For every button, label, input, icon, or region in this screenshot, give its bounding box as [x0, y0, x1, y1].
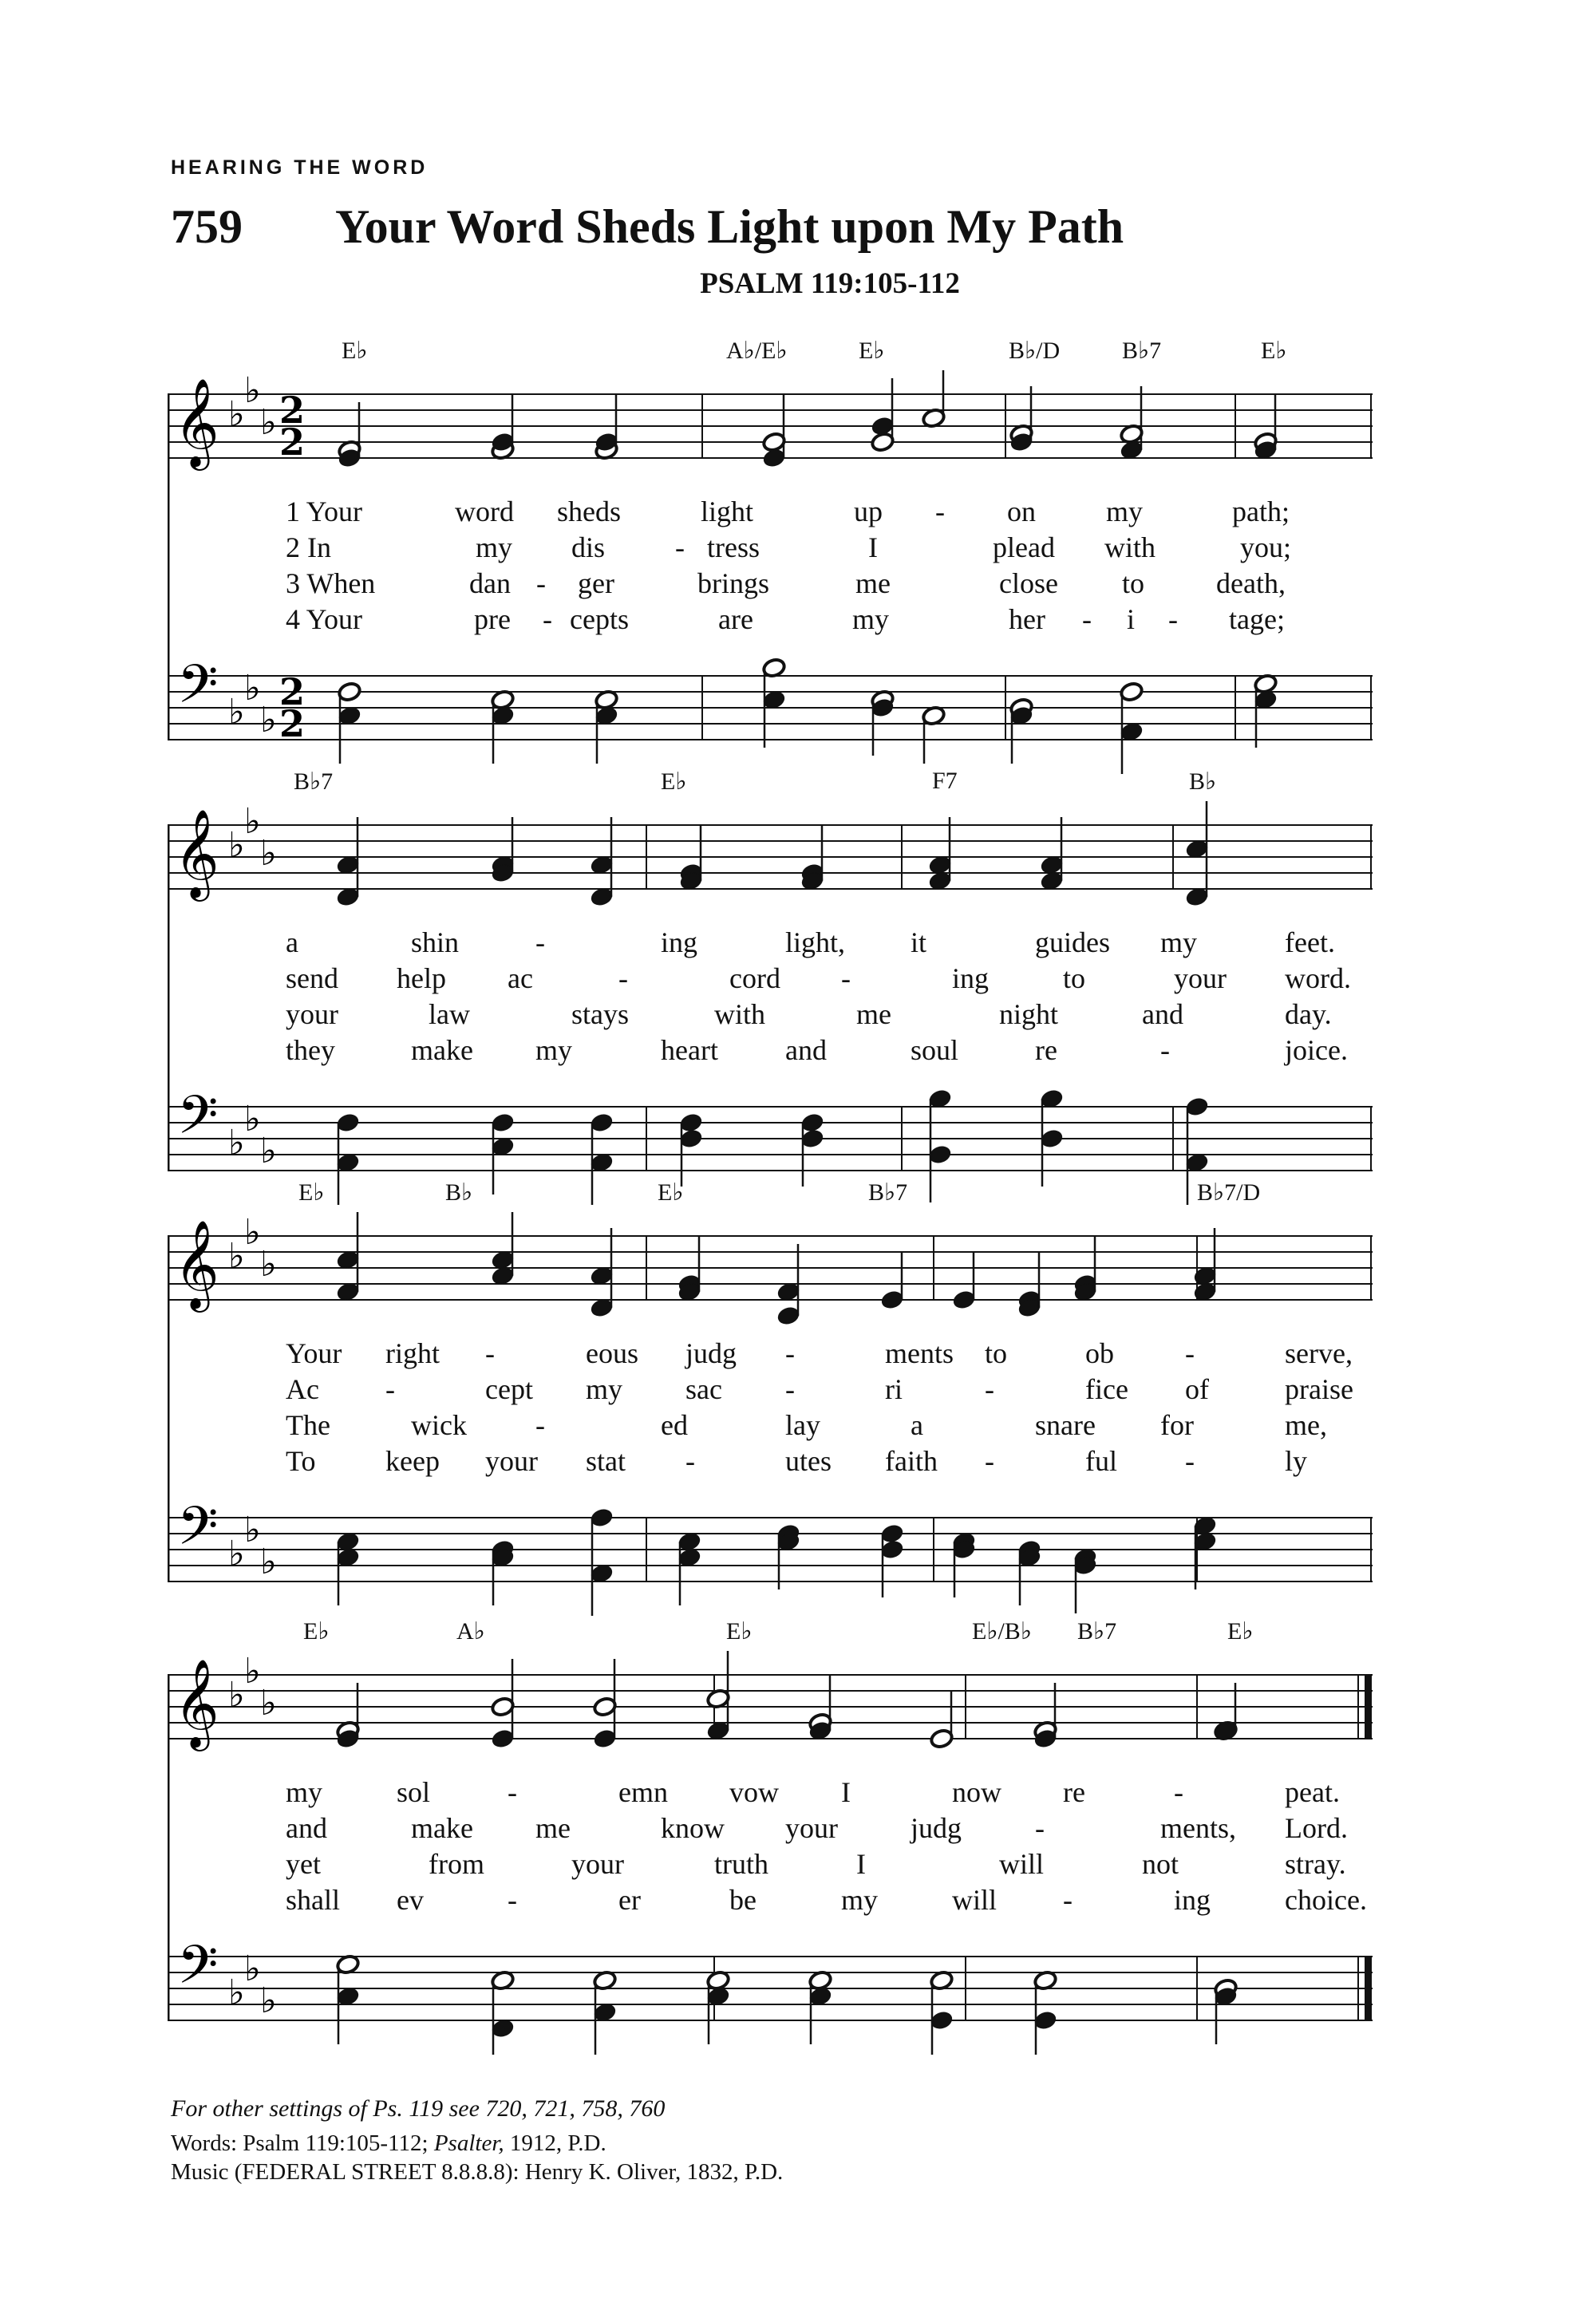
lyric-syllable: your: [485, 1445, 538, 1477]
lyric-syllable: ly: [1285, 1445, 1308, 1477]
chord-symbol: E♭: [342, 338, 368, 364]
footer-music: Music (FEDERAL STREET 8.8.8.8): Henry K. Oliver, 1832, P.D.: [171, 2159, 784, 2185]
lyric-syllable: judg: [911, 1812, 962, 1844]
lyric-syllable: cepts: [570, 603, 629, 635]
chord-symbol: B♭7: [868, 1179, 908, 1206]
chord-symbol: B♭7/D: [1197, 1179, 1261, 1206]
lyric-syllable: ger: [578, 567, 614, 599]
final-barline: [1365, 1957, 1371, 2020]
lyric-syllable: i: [1127, 603, 1136, 635]
words-source: Psalter,: [433, 2130, 504, 2156]
key-flat-icon: ♭: [228, 1675, 245, 1716]
lyric-syllable: ev: [397, 1884, 424, 1916]
lyric-syllable: tage;: [1229, 603, 1285, 635]
lyric-syllable: your: [785, 1812, 838, 1844]
key-flat-icon: ♭: [260, 402, 277, 443]
lyric-syllable: sheds: [557, 496, 621, 527]
lyric-syllable: pre: [474, 603, 511, 635]
lyric-syllable: Ac: [286, 1373, 319, 1405]
lyric-syllable: -: [543, 603, 552, 635]
chord-symbol: A♭: [456, 1618, 485, 1645]
lyric-syllable: my: [535, 1034, 573, 1066]
lyric-syllable: for: [1160, 1409, 1194, 1441]
lyric-syllable: make: [411, 1812, 473, 1844]
lyric-syllable: help: [397, 962, 446, 994]
chord-symbol: B♭: [445, 1179, 473, 1206]
lyric-syllable: ments: [885, 1337, 954, 1369]
lyric-syllable: faith: [885, 1445, 938, 1477]
lyric-syllable: eous: [586, 1337, 638, 1369]
lyric-syllable: send: [286, 962, 338, 994]
lyric-syllable: -: [675, 531, 685, 563]
lyric-syllable: cord: [729, 962, 780, 994]
time-signature-digit: 2: [279, 670, 306, 713]
bass-clef-icon: 𝄢: [177, 1495, 219, 1570]
lyric-syllable: -: [985, 1373, 994, 1405]
lyric-syllable: are: [718, 603, 753, 635]
lyric-syllable: word.: [1285, 962, 1351, 994]
lyric-syllable: light: [701, 496, 754, 527]
lyric-syllable: I: [868, 531, 878, 563]
chord-symbol: B♭/D: [1009, 338, 1061, 364]
key-flat-icon: ♭: [260, 1980, 277, 2021]
lyric-syllable: right: [385, 1337, 440, 1369]
key-flat-icon: ♭: [244, 1949, 261, 1989]
key-flat-icon: ♭: [260, 1683, 277, 1724]
hymn-title: Your Word Sheds Light upon My Path: [335, 200, 1124, 253]
chord-symbol: E♭/B♭: [972, 1618, 1032, 1645]
lyric-syllable: stray.: [1285, 1848, 1346, 1880]
lyric-syllable: dan: [469, 567, 511, 599]
lyric-syllable: my: [841, 1884, 879, 1916]
lyric-syllable: my: [852, 603, 890, 635]
chord-symbol: F7: [932, 768, 958, 794]
lyric-syllable: ments,: [1160, 1812, 1236, 1844]
lyric-syllable: on: [1007, 496, 1036, 527]
lyric-syllable: from: [429, 1848, 484, 1880]
lyric-syllable: -: [1082, 603, 1092, 635]
chord-symbol: B♭7: [1077, 1618, 1117, 1645]
lyric-syllable: my: [286, 1776, 323, 1808]
lyric-syllable: shall: [286, 1884, 340, 1916]
lyric-syllable: me: [855, 567, 891, 599]
lyric-syllable: a: [911, 1409, 923, 1441]
lyric-syllable: peat.: [1285, 1776, 1340, 1808]
lyric-syllable: Lord.: [1285, 1812, 1348, 1844]
key-flat-icon: ♭: [260, 833, 277, 874]
lyric-syllable: your: [571, 1848, 624, 1880]
lyric-syllable: close: [999, 567, 1058, 599]
lyric-syllable: I: [841, 1776, 851, 1808]
lyric-syllable: stays: [571, 998, 629, 1030]
lyric-syllable: Your: [286, 1337, 342, 1369]
lyric-syllable: -: [1063, 1884, 1073, 1916]
treble-clef-icon: 𝄞: [174, 808, 219, 898]
lyric-syllable: utes: [785, 1445, 832, 1477]
lyric-syllable: and: [785, 1034, 827, 1066]
lyric-syllable: they: [286, 1034, 335, 1066]
lyric-syllable: re: [1035, 1034, 1057, 1066]
words-prefix: Words: Psalm 119:105-112;: [171, 2130, 434, 2156]
lyric-syllable: a: [286, 926, 298, 958]
key-flat-icon: ♭: [228, 394, 245, 435]
lyric-syllable: me: [535, 1812, 571, 1844]
lyric-syllable: vow: [729, 1776, 779, 1808]
lyric-syllable: -: [1174, 1776, 1183, 1808]
lyric-syllable: now: [952, 1776, 1001, 1808]
lyric-syllable: to: [1122, 567, 1145, 599]
lyric-syllable: To: [286, 1445, 316, 1477]
lyric-syllable: fice: [1085, 1373, 1128, 1405]
lyric-syllable: heart: [661, 1034, 718, 1066]
lyric-syllable: up: [854, 496, 883, 527]
lyric-syllable: sac: [685, 1373, 722, 1405]
lyric-syllable: -: [1160, 1034, 1170, 1066]
lyric-syllable: yet: [286, 1848, 321, 1880]
lyric-syllable: -: [385, 1373, 395, 1405]
lyric-syllable: will: [999, 1848, 1045, 1880]
lyric-syllable: judg: [685, 1337, 737, 1369]
time-signature-digit: 2: [279, 389, 306, 432]
lyric-syllable: and: [1142, 998, 1183, 1030]
lyric-syllable: -: [618, 962, 628, 994]
lyric-syllable: with: [1104, 531, 1156, 563]
lyric-syllable: 2 In: [286, 531, 331, 563]
lyric-syllable: not: [1142, 1848, 1179, 1880]
lyric-syllable: -: [508, 1884, 517, 1916]
chord-symbol: B♭7: [294, 768, 334, 795]
key-flat-icon: ♭: [244, 370, 261, 411]
lyric-syllable: tress: [707, 531, 760, 563]
lyric-syllable: law: [429, 998, 470, 1030]
lyric-syllable: -: [1185, 1445, 1195, 1477]
lyric-syllable: keep: [385, 1445, 440, 1477]
lyric-syllable: er: [618, 1884, 641, 1916]
treble-clef-icon: 𝄞: [174, 377, 219, 467]
lyric-syllable: truth: [714, 1848, 768, 1880]
lyric-syllable: be: [729, 1884, 757, 1916]
key-flat-icon: ♭: [228, 692, 245, 733]
treble-clef-icon: 𝄞: [174, 1658, 219, 1747]
lyric-syllable: path;: [1232, 496, 1290, 527]
chord-symbol: E♭: [859, 338, 885, 364]
lyric-syllable: with: [714, 998, 766, 1030]
lyric-syllable: lay: [785, 1409, 820, 1441]
lyric-syllable: word: [455, 496, 514, 527]
lyric-syllable: -: [508, 1776, 517, 1808]
lyric-syllable: me: [856, 998, 891, 1030]
footer-words: [171, 2130, 606, 2157]
lyric-syllable: me,: [1285, 1409, 1327, 1441]
lyric-syllable: -: [1035, 1812, 1045, 1844]
lyric-syllable: feet.: [1285, 926, 1335, 958]
key-flat-icon: ♭: [228, 1123, 245, 1163]
lyric-syllable: ing: [1174, 1884, 1211, 1916]
lyric-syllable: my: [476, 531, 513, 563]
lyric-syllable: and: [286, 1812, 327, 1844]
lyric-syllable: -: [935, 496, 945, 527]
lyric-syllable: ri: [885, 1373, 903, 1405]
lyric-syllable: -: [1168, 603, 1178, 635]
lyric-syllable: -: [485, 1337, 495, 1369]
lyric-syllable: The: [286, 1409, 330, 1441]
lyric-syllable: stat: [586, 1445, 626, 1477]
lyric-syllable: death,: [1216, 567, 1286, 599]
lyric-syllable: you;: [1240, 531, 1292, 563]
key-flat-icon: ♭: [244, 1212, 261, 1253]
chord-symbol: E♭: [1261, 338, 1287, 364]
final-barline: [1365, 1675, 1371, 1739]
time-signature-digit: 2: [279, 702, 306, 745]
lyric-syllable: dis: [571, 531, 606, 563]
key-flat-icon: ♭: [244, 668, 261, 709]
lyric-syllable: -: [785, 1337, 795, 1369]
chord-symbol: E♭: [658, 1179, 684, 1206]
chord-symbol: A♭/E♭: [726, 338, 788, 364]
lyric-syllable: I: [856, 1848, 866, 1880]
lyric-syllable: ac: [508, 962, 533, 994]
hymn-number: 759: [171, 200, 243, 253]
lyric-syllable: brings: [697, 567, 769, 599]
key-flat-icon: ♭: [228, 1236, 245, 1277]
lyric-syllable: ob: [1085, 1337, 1114, 1369]
lyric-syllable: serve,: [1285, 1337, 1353, 1369]
lyric-syllable: of: [1185, 1373, 1209, 1405]
key-flat-icon: ♭: [228, 825, 245, 866]
lyric-syllable: -: [535, 926, 545, 958]
lyric-syllable: sol: [397, 1776, 431, 1808]
key-flat-icon: ♭: [260, 1131, 277, 1171]
lyric-syllable: day.: [1285, 998, 1332, 1030]
lyric-syllable: ful: [1085, 1445, 1117, 1477]
lyric-syllable: night: [999, 998, 1059, 1030]
chord-symbol: B♭: [1189, 768, 1217, 795]
lyric-syllable: snare: [1035, 1409, 1096, 1441]
bass-clef-icon: 𝄢: [177, 1934, 219, 2008]
lyric-syllable: plead: [993, 531, 1055, 563]
staff-notation: [168, 327, 1373, 774]
key-flat-icon: ♭: [260, 1542, 277, 1582]
time-signature-digit: 2: [279, 421, 306, 464]
lyric-syllable: -: [536, 567, 546, 599]
lyric-syllable: it: [911, 926, 927, 958]
lyric-syllable: -: [785, 1373, 795, 1405]
lyric-syllable: shin: [411, 926, 460, 958]
lyric-syllable: choice.: [1285, 1884, 1367, 1916]
lyric-syllable: -: [685, 1445, 695, 1477]
lyric-syllable: ing: [952, 962, 990, 994]
lyric-syllable: your: [286, 998, 338, 1030]
section-label: HEARING THE WORD: [171, 156, 429, 179]
lyric-syllable: ed: [661, 1409, 688, 1441]
lyric-syllable: her: [1009, 603, 1045, 635]
key-flat-icon: ♭: [244, 1651, 261, 1692]
lyric-syllable: -: [985, 1445, 994, 1477]
lyric-syllable: wick: [411, 1409, 467, 1441]
key-flat-icon: ♭: [244, 1510, 261, 1550]
lyric-syllable: to: [985, 1337, 1008, 1369]
lyric-syllable: my: [1160, 926, 1198, 958]
lyric-syllable: soul: [911, 1034, 959, 1066]
key-flat-icon: ♭: [244, 801, 261, 842]
key-flat-icon: ♭: [228, 1534, 245, 1574]
words-suffix: 1912, P.D.: [504, 2130, 606, 2156]
lyric-syllable: 4 Your: [286, 603, 363, 635]
lyric-syllable: -: [841, 962, 851, 994]
chord-symbol: E♭: [726, 1618, 753, 1645]
hymn-subtitle: PSALM 119:105-112: [700, 267, 960, 300]
lyric-syllable: re: [1063, 1776, 1085, 1808]
lyric-syllable: light,: [785, 926, 846, 958]
key-flat-icon: ♭: [228, 1972, 245, 2013]
lyric-syllable: emn: [618, 1776, 668, 1808]
lyric-syllable: 3 When: [286, 567, 376, 599]
lyric-syllable: will: [952, 1884, 998, 1916]
lyric-syllable: praise: [1285, 1373, 1353, 1405]
lyric-syllable: cept: [485, 1373, 533, 1405]
lyric-syllable: my: [586, 1373, 623, 1405]
key-flat-icon: ♭: [260, 700, 277, 740]
treble-clef-icon: 𝄞: [174, 1219, 219, 1309]
lyric-syllable: know: [661, 1812, 725, 1844]
chord-symbol: E♭: [298, 1179, 325, 1206]
chord-symbol: E♭: [1227, 1618, 1254, 1645]
bass-clef-icon: 𝄢: [177, 1084, 219, 1159]
bass-clef-icon: 𝄢: [177, 654, 219, 728]
chord-symbol: E♭: [661, 768, 687, 795]
lyric-syllable: -: [1185, 1337, 1195, 1369]
lyric-syllable: your: [1174, 962, 1227, 994]
lyric-syllable: 1 Your: [286, 496, 363, 527]
lyric-syllable: ing: [661, 926, 698, 958]
lyric-syllable: make: [411, 1034, 473, 1066]
lyric-syllable: my: [1106, 496, 1144, 527]
lyric-syllable: to: [1063, 962, 1086, 994]
lyric-syllable: joice.: [1285, 1034, 1348, 1066]
lyric-syllable: -: [535, 1409, 545, 1441]
chord-symbol: B♭7: [1122, 338, 1162, 364]
lyric-syllable: guides: [1035, 926, 1110, 958]
key-flat-icon: ♭: [244, 1099, 261, 1139]
chord-symbol: E♭: [303, 1618, 330, 1645]
footer-note: For other settings of Ps. 119 see 720, 721, 758, 760: [171, 2095, 666, 2122]
key-flat-icon: ♭: [260, 1244, 277, 1285]
